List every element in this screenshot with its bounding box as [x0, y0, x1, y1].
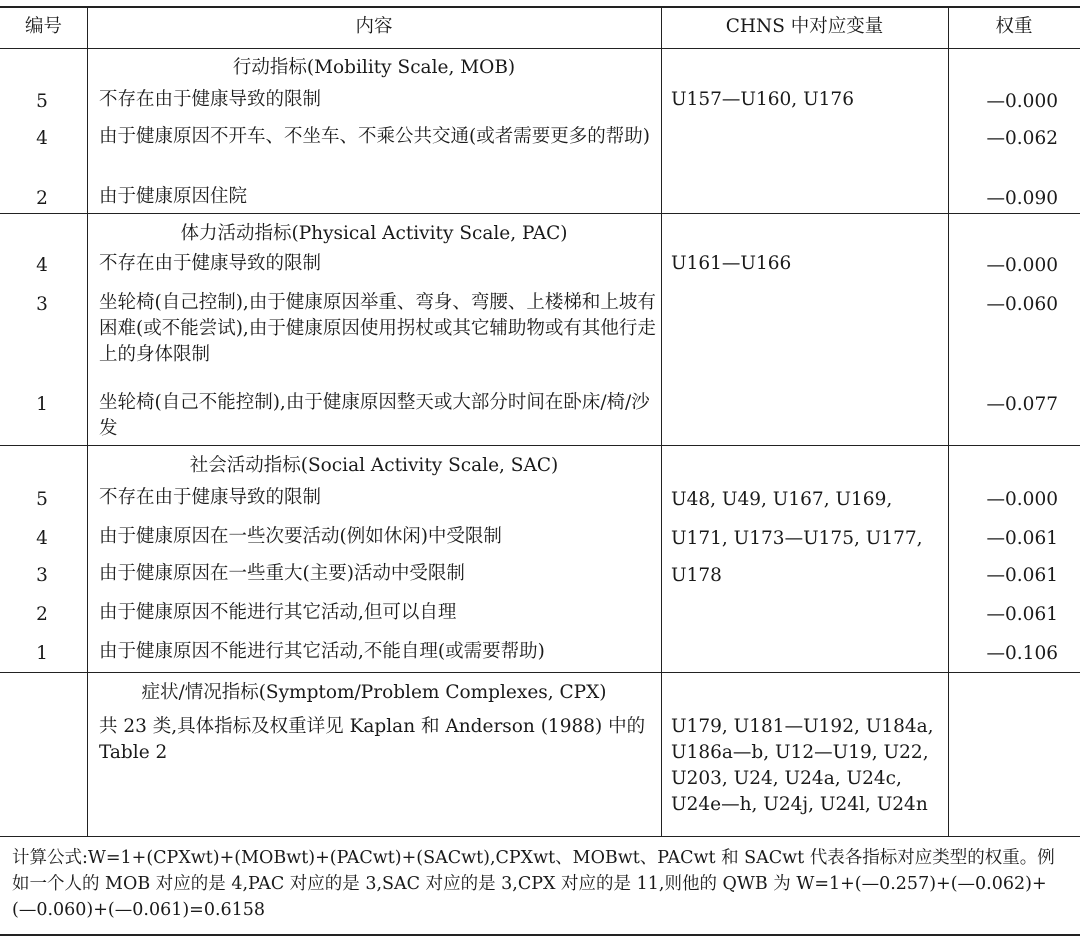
mob-section-title: 行动指标(Mobility Scale, MOB) [232, 57, 516, 78]
header-bottom-rule [0, 48, 1080, 49]
sac-row-id: 1 [36, 643, 48, 664]
sac-variables-line: U178 [671, 565, 722, 586]
mob-row-desc: 不存在由于健康导致的限制 [99, 89, 322, 110]
sac-bottom-rule [0, 672, 1080, 673]
table-top-rule [0, 6, 1080, 8]
sac-row-desc: 由于健康原因在一些重大(主要)活动中受限制 [99, 563, 465, 584]
pac-row-weight: —0.000 [986, 255, 1058, 276]
pac-row-desc: 坐轮椅(自己不能控制),由于健康原因整天或大部分时间在卧床/椅/沙发 [99, 392, 650, 439]
pac-section-title: 体力活动指标(Physical Activity Scale, PAC) [180, 223, 568, 244]
pac-bottom-rule [0, 445, 1080, 446]
pac-row-desc: 不存在由于健康导致的限制 [99, 253, 322, 274]
pac-variables: U161—U166 [671, 253, 792, 274]
mob-row-id: 5 [36, 91, 48, 112]
header-chns: CHNS 中对应变量 [725, 16, 884, 37]
header-weight: 权重 [995, 16, 1033, 37]
calculation-footnote: 计算公式:W=1+(CPXwt)+(MOBwt)+(PACwt)+(SACwt),CPXwt、MOBwt、PACwt 和 SACwt 代表各指标对应类型的权重。例如一个人的 MOB 对应的是 4,PAC 对应的是 3,SAC 对应的是 3,CPX 对应的是 11,则他的 QWB 为 W=1+(—0.257)+(—0.062)+(—0.060)+(—0.061)=0.6158 [12, 848, 1055, 920]
mob-row-weight: —0.000 [986, 91, 1058, 112]
pac-row-weight: —0.077 [986, 394, 1058, 415]
mob-row-weight: —0.090 [986, 188, 1058, 209]
sac-row-id: 3 [36, 565, 48, 586]
pac-row-id: 4 [36, 255, 48, 276]
pac-row-weight: —0.060 [986, 294, 1058, 315]
mob-row-desc: 由于健康原因不开车、不坐车、不乘公共交通(或者需要更多的帮助) [99, 126, 650, 147]
sac-row-id: 2 [36, 604, 48, 625]
header-id: 编号 [24, 16, 62, 37]
pac-row-id: 1 [36, 394, 48, 415]
sac-row-weight: —0.061 [986, 604, 1058, 625]
sac-row-desc: 由于健康原因在一些次要活动(例如休闲)中受限制 [99, 526, 502, 547]
pac-row-id: 3 [36, 294, 48, 315]
mob-bottom-rule [0, 213, 1080, 214]
cpx-variables: U179, U181—U192, U184a, U186a—b, U12—U19, U22, U203, U24, U24a, U24c, U24e—h, U24j, U24l, U24n [671, 716, 934, 815]
sac-variables-line: U48, U49, U167, U169, [671, 489, 893, 510]
sac-row-weight: —0.061 [986, 565, 1058, 586]
sac-row-desc: 不存在由于健康导致的限制 [99, 487, 322, 508]
header-content: 内容 [355, 16, 393, 37]
mob-row-id: 4 [36, 128, 48, 149]
mob-row-id: 2 [36, 188, 48, 209]
column-divider-2 [661, 6, 662, 836]
sac-row-weight: —0.000 [986, 489, 1058, 510]
table-bottom-rule [0, 934, 1080, 936]
cpx-bottom-rule [0, 836, 1080, 837]
sac-row-id: 4 [36, 528, 48, 549]
cpx-desc: 共 23 类,具体指标及权重详见 Kaplan 和 Anderson (1988) 中的 Table 2 [99, 716, 646, 763]
sac-variables-line: U171, U173—U175, U177, [671, 528, 923, 549]
column-divider-1 [87, 6, 88, 836]
sac-row-desc: 由于健康原因不能进行其它活动,但可以自理 [99, 602, 457, 623]
mob-row-desc: 由于健康原因住院 [99, 186, 248, 207]
sac-row-id: 5 [36, 489, 48, 510]
sac-row-desc: 由于健康原因不能进行其它活动,不能自理(或需要帮助) [99, 641, 545, 662]
sac-section-title: 社会活动指标(Social Activity Scale, SAC) [189, 455, 559, 476]
pac-row-desc: 坐轮椅(自己控制),由于健康原因举重、弯身、弯腰、上楼梯和上坡有困难(或不能尝试),由于健康原因使用拐杖或其它辅助物或有其他行走上的身体限制 [99, 292, 656, 365]
column-divider-3 [948, 6, 949, 836]
cpx-section-title: 症状/情况指标(Symptom/Problem Complexes, CPX) [141, 682, 607, 703]
mob-variables: U157—U160, U176 [671, 89, 854, 110]
mob-row-weight: —0.062 [986, 128, 1058, 149]
sac-row-weight: —0.061 [986, 528, 1058, 549]
sac-row-weight: —0.106 [986, 643, 1058, 664]
